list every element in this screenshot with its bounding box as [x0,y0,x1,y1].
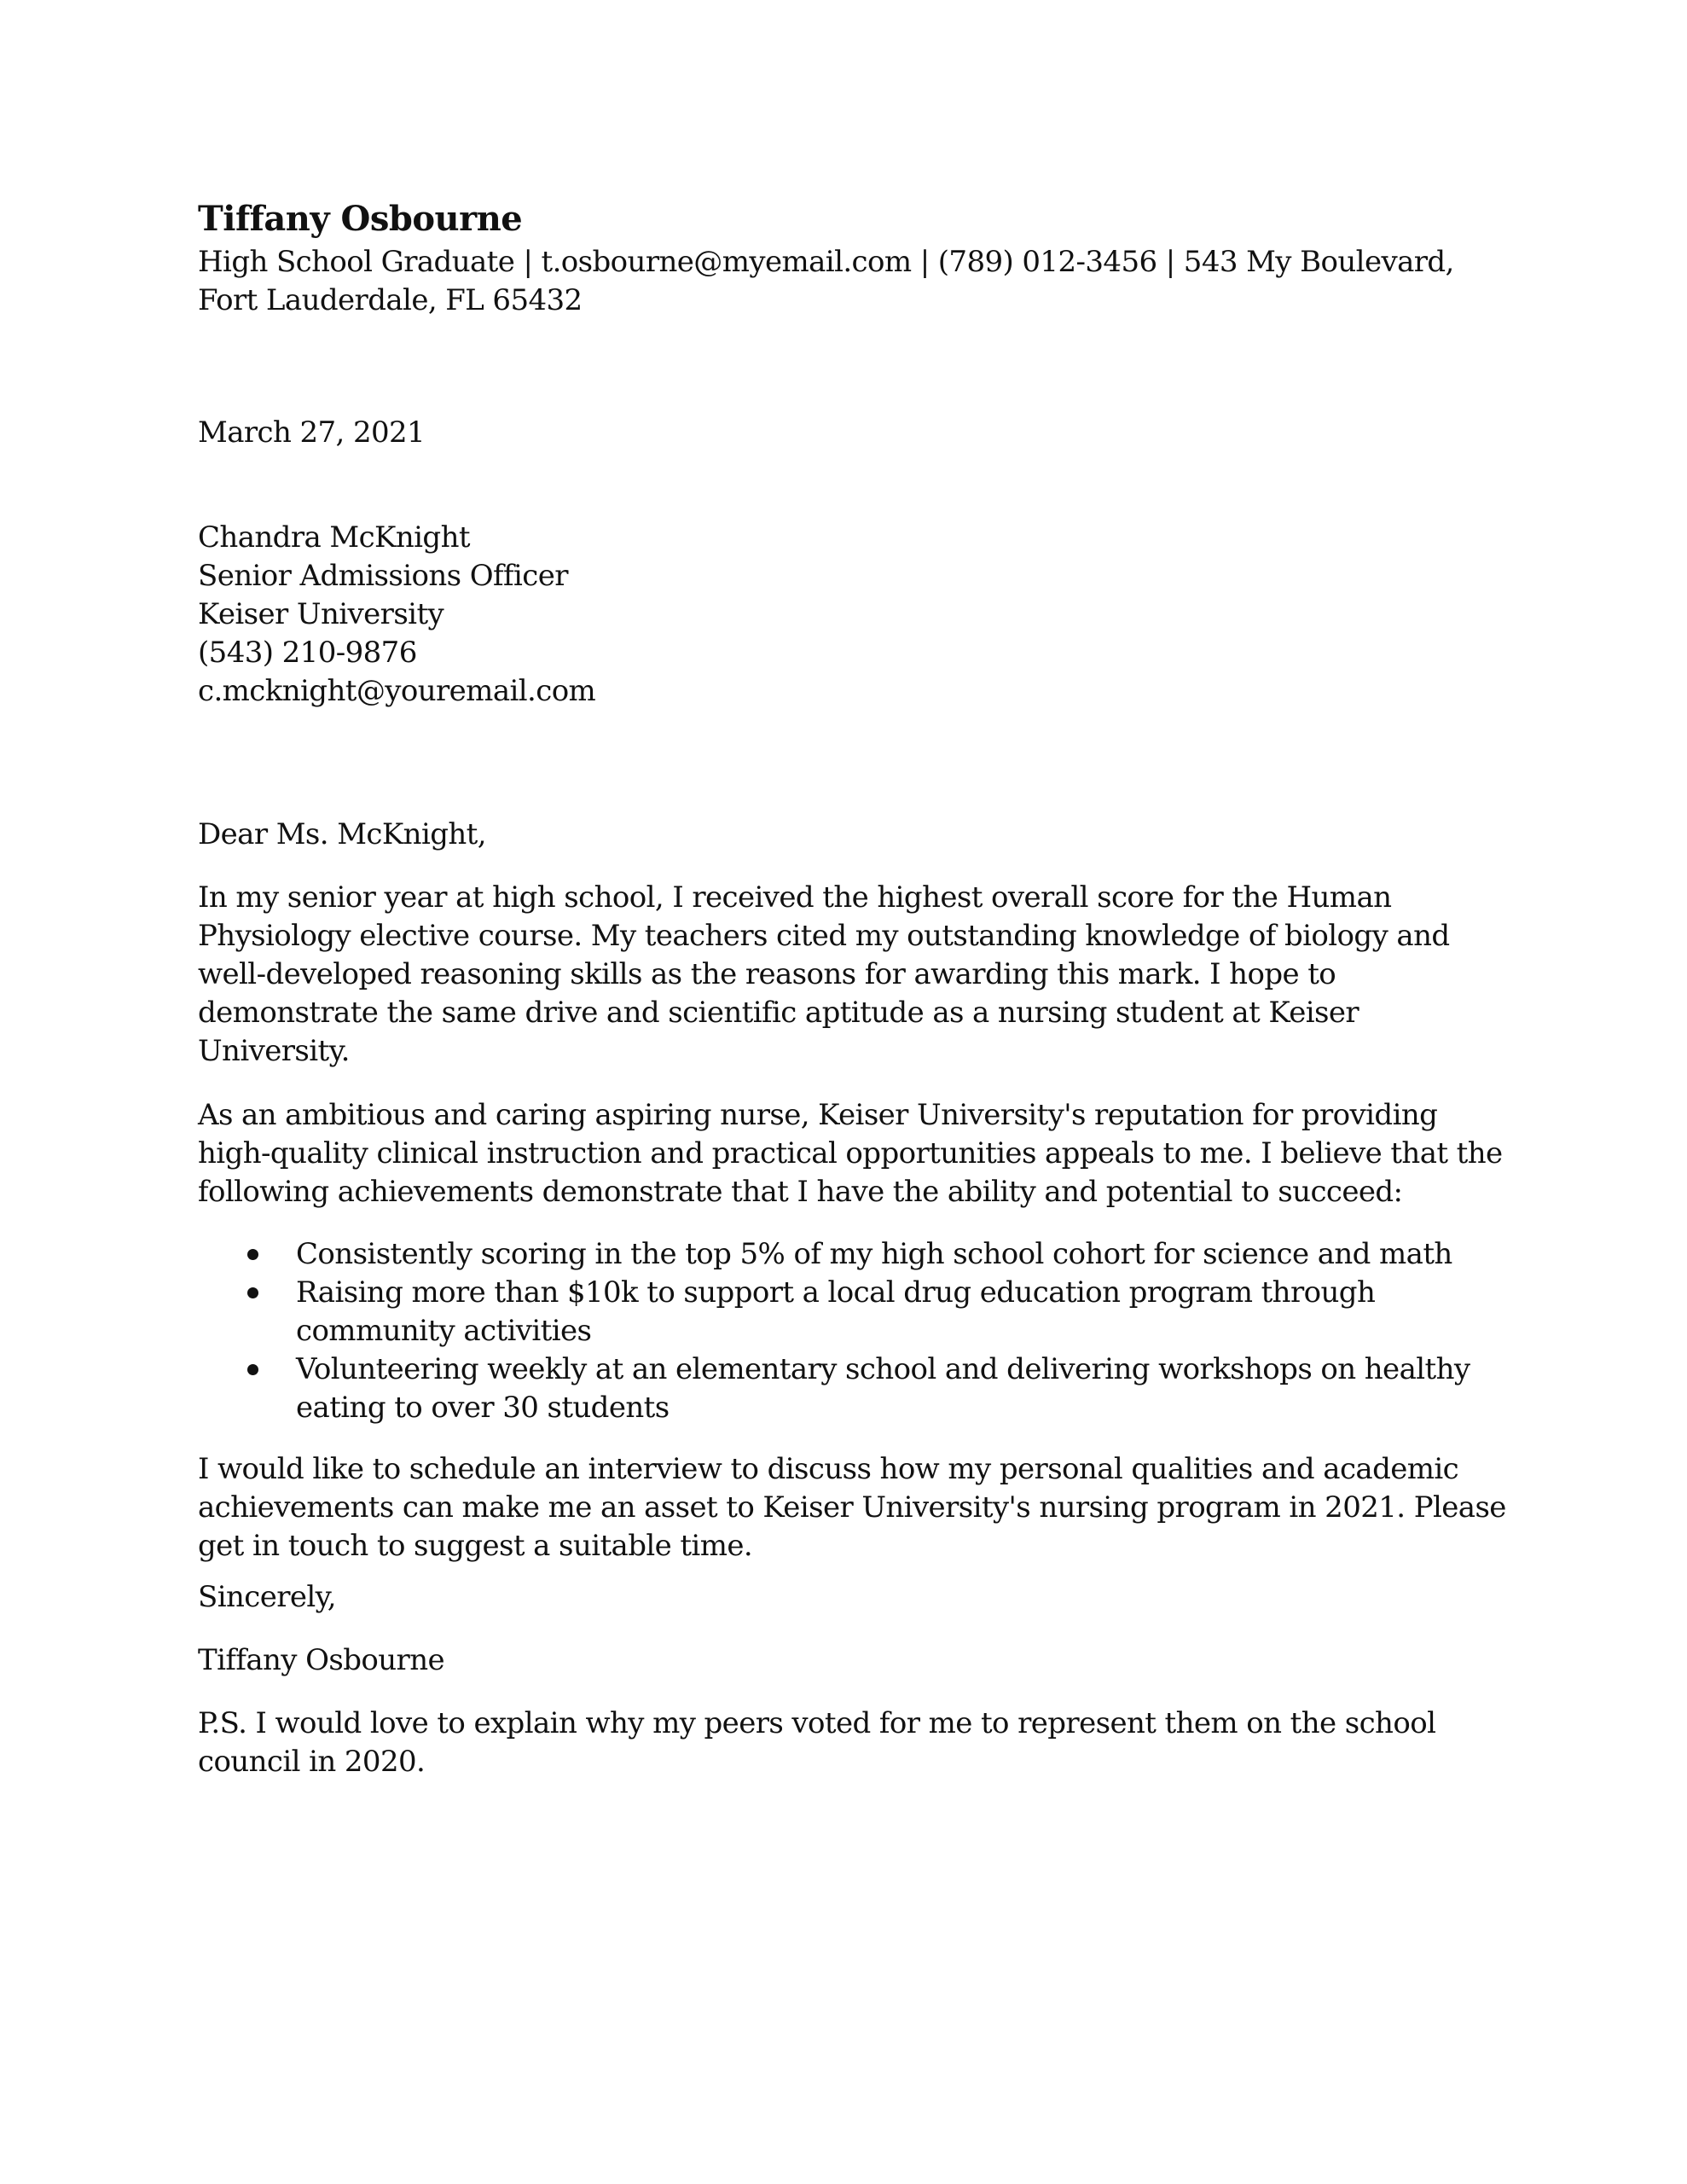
letter-date [198,414,425,452]
signature-text: Tiffany Osbourne [198,1643,445,1677]
closing-text: Sincerely, [198,1580,336,1614]
contact-line: High School Graduate | t.osbourne@myemail.com | (789) 012-3456 | 543 My Boulevard, [198,245,1454,279]
recipient-email: c.mcknight@youremail.com [198,674,596,708]
motivation-paragraph [198,1096,1503,1211]
postscript-line: P.S. I would love to explain why my peers voted for me to represent them on the school [198,1706,1436,1740]
list-item-line: Volunteering weekly at an elementary school and delivering workshops on healthy [296,1352,1470,1386]
call-to-action-paragraph [198,1450,1506,1565]
recipient-block [198,519,595,711]
list-item-line: Consistently scoring in the top 5% of my high school cohort for science and math [296,1237,1452,1271]
paragraph-line: I would like to schedule an interview to discuss how my personal qualities and academic [198,1452,1459,1486]
closing [198,1578,336,1617]
contact-line: Fort Lauderdale, FL 65432 [198,283,583,317]
paragraph-line: following achievements demonstrate that I have the ability and potential to succeed: [198,1175,1403,1209]
sender-contact-info [198,243,1454,320]
sender-name: Tiffany Osbourne [198,199,523,239]
salutation-text: Dear Ms. McKnight, [198,817,486,851]
bullet-icon [247,1249,258,1260]
paragraph-line: achievements can make me an asset to Keiser University's nursing program in 2021. Please [198,1490,1506,1525]
achievements-list [198,1235,1470,1427]
bullet-icon [247,1364,258,1375]
recipient-title: Senior Admissions Officer [198,559,568,593]
list-item [198,1350,1470,1427]
bullet-icon [247,1287,258,1298]
recipient-name: Chandra McKnight [198,520,470,555]
list-item [198,1274,1470,1350]
paragraph-line: Physiology elective course. My teachers cited my outstanding knowledge of biology and [198,919,1450,953]
intro-paragraph [198,879,1450,1071]
paragraph-line: In my senior year at high school, I received the highest overall score for the Human [198,880,1392,915]
list-item-line: eating to over 30 students [296,1391,670,1425]
paragraph-line: As an ambitious and caring aspiring nurse, Keiser University's reputation for providing [198,1098,1438,1132]
list-item [198,1235,1470,1274]
date-text: March 27, 2021 [198,415,426,450]
signature [198,1641,444,1680]
postscript-line: council in 2020. [198,1745,426,1779]
recipient-phone: (543) 210-9876 [198,636,417,670]
paragraph-line: get in touch to suggest a suitable time. [198,1529,753,1563]
paragraph-line: well-developed reasoning skills as the reasons for awarding this mark. I hope to [198,957,1336,991]
recipient-organization: Keiser University [198,597,444,631]
paragraph-line: University. [198,1034,350,1068]
paragraph-line: high-quality clinical instruction and practical opportunities appeals to me. I believe that the [198,1136,1503,1170]
postscript [198,1705,1435,1781]
paragraph-line: demonstrate the same drive and scientific aptitude as a nursing student at Keiser [198,996,1359,1030]
list-item-line: Raising more than $10k to support a local drug education program through [296,1275,1376,1310]
salutation [198,816,486,854]
list-item-line: community activities [296,1314,592,1348]
